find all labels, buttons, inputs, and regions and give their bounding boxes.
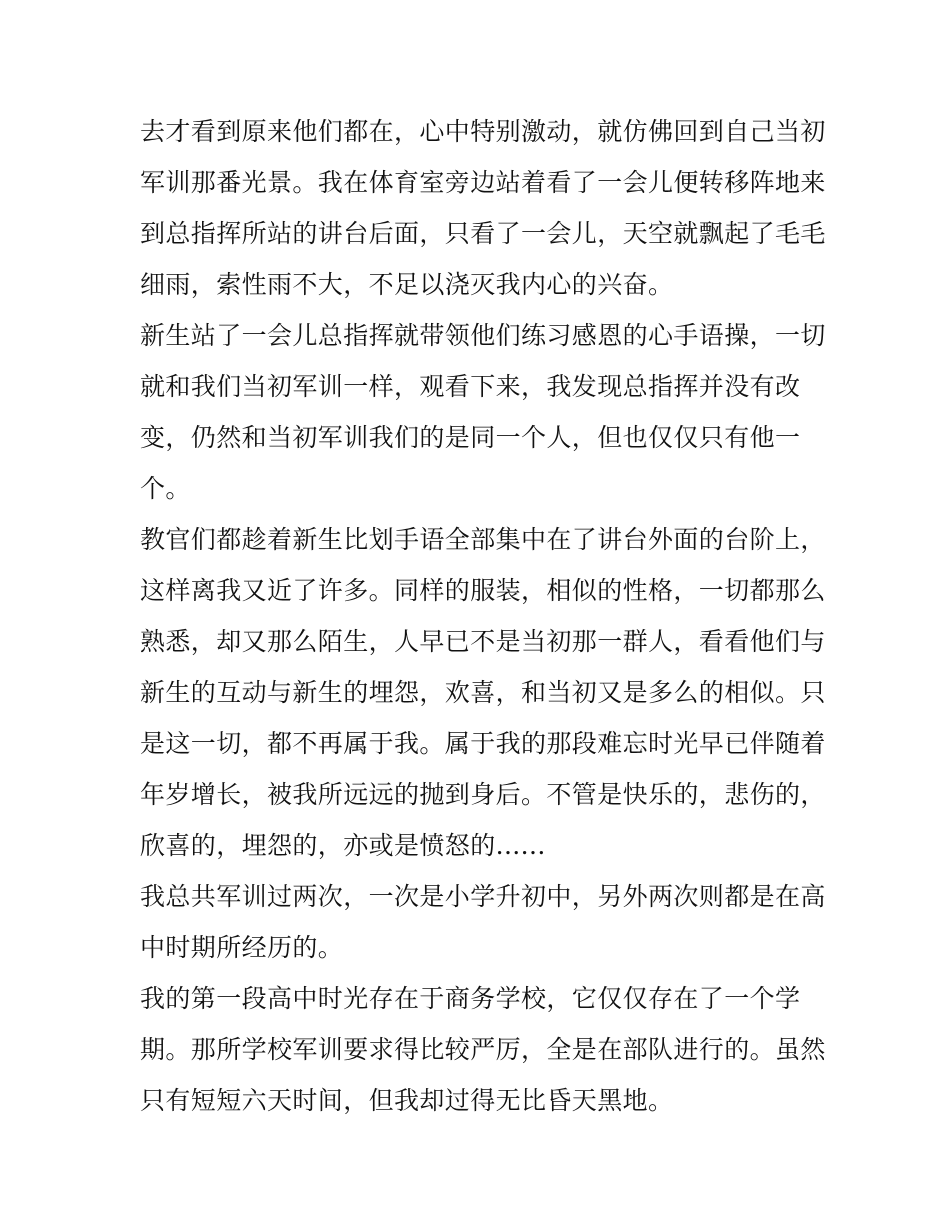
text-line: 我的第一段高中时光存在于商务学校，它仅仅存在了一个学 — [140, 984, 801, 1013]
text-line: 到总指挥所站的讲台后面，只看了一会儿，天空就飘起了毛毛 — [140, 219, 826, 248]
text-line: 这样离我又近了许多。同样的服装，相似的性格，一切都那么 — [140, 576, 826, 605]
paragraph-4 — [140, 871, 826, 973]
text-line: 个。 — [140, 474, 191, 503]
document-body — [140, 106, 826, 1126]
text-line: 是这一切，都不再属于我。属于我的那段难忘时光早已伴随着 — [140, 729, 826, 758]
text-line: 年岁增长，被我所远远的抛到身后。不管是快乐的，悲伤的， — [140, 780, 826, 809]
paragraph-3 — [140, 514, 826, 871]
text-line: 就和我们当初军训一样，观看下来，我发现总指挥并没有改 — [140, 372, 801, 401]
text-line: 去才看到原来他们都在，心中特别激动，就仿佛回到自己当初 — [140, 117, 826, 146]
text-line: 中时期所经历的。 — [140, 933, 344, 962]
text-line: 新生站了一会儿总指挥就带领他们练习感恩的心手语操，一切 — [140, 321, 826, 350]
text-line: 熟悉，却又那么陌生，人早已不是当初那一群人，看看他们与 — [140, 627, 826, 656]
text-line: 新生的互动与新生的埋怨，欢喜，和当初又是多么的相似。只 — [140, 678, 826, 707]
text-line: 教官们都趁着新生比划手语全部集中在了讲台外面的台阶上， — [140, 525, 826, 554]
paragraph-5 — [140, 973, 826, 1126]
paragraph-1 — [140, 106, 826, 310]
text-line: 欣喜的，埋怨的，亦或是愤怒的...... — [140, 831, 546, 860]
text-line: 军训那番光景。我在体育室旁边站着看了一会儿便转移阵地来 — [140, 168, 826, 197]
text-line: 我总共军训过两次，一次是小学升初中，另外两次则都是在高 — [140, 882, 826, 911]
text-line: 细雨，索性雨不大，不足以浇灭我内心的兴奋。 — [140, 270, 674, 299]
paragraph-2 — [140, 310, 826, 514]
text-line: 变，仍然和当初军训我们的是同一个人，但也仅仅只有他一 — [140, 423, 801, 452]
text-line: 只有短短六天时间，但我却过得无比昏天黑地。 — [140, 1086, 674, 1115]
text-line: 期。那所学校军训要求得比较严厉，全是在部队进行的。虽然 — [140, 1035, 826, 1064]
